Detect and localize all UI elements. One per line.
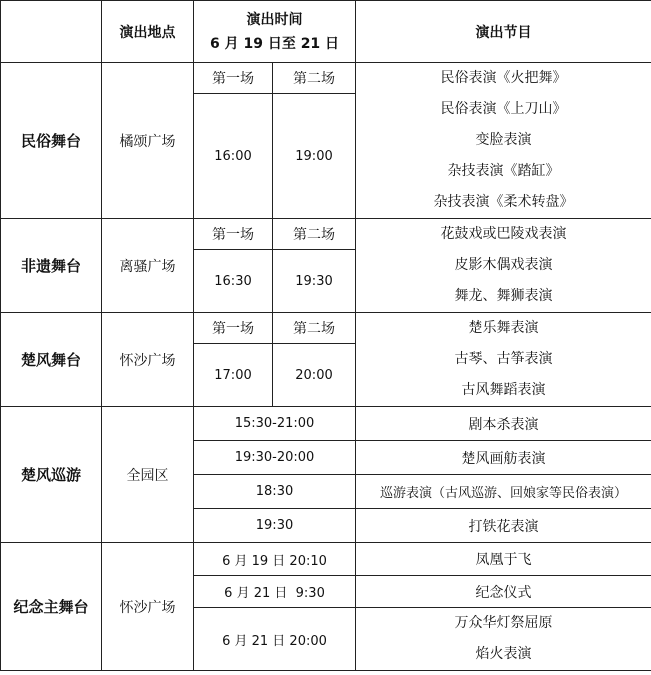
program-item: 杂技表演《柔术转盘》: [433, 194, 574, 210]
program-item: 舞龙、舞狮表演: [454, 288, 553, 304]
program-item: 万众华灯祭屈原: [454, 615, 553, 631]
second-session-label: 第二场: [273, 313, 356, 344]
second-session-time: 20:00: [273, 344, 356, 407]
stage-location: 全园区: [102, 407, 194, 543]
second-session-label: 第二场: [273, 63, 356, 94]
header-time: [194, 1, 356, 63]
stage-location: 怀沙广场: [102, 313, 194, 407]
program-item: 纪念仪式: [356, 576, 651, 608]
program-item: 变脸表演: [475, 132, 532, 148]
program-item: 打铁花表演: [356, 509, 651, 543]
header-blank-cell: [1, 1, 102, 63]
memorial-time: 6 月 21 日 9:30: [194, 576, 356, 608]
stage-location: 离骚广场: [102, 219, 194, 313]
memorial-time: 6 月 19 日 20:10: [194, 543, 356, 576]
program-item: 巡游表演（古风巡游、回娘家等民俗表演）: [356, 475, 651, 509]
header-time-range: 6 月 19 日至 21 日: [209, 35, 340, 52]
program-item: 焰火表演: [475, 646, 532, 662]
program-item: 楚风画舫表演: [356, 441, 651, 475]
stage-name: 楚风舞台: [1, 313, 102, 407]
second-session-time: 19:00: [273, 94, 356, 219]
second-session-label: 第二场: [273, 219, 356, 250]
tour-row: [1, 407, 651, 441]
stage-name: 楚风巡游: [1, 407, 102, 543]
program-item: 古琴、古筝表演: [454, 351, 553, 367]
second-session-time: 19:30: [273, 250, 356, 313]
program-list: [356, 219, 651, 313]
header-time-title: 演出时间: [246, 11, 303, 28]
first-session-time: 16:00: [194, 94, 273, 219]
tour-time: 19:30: [194, 509, 356, 543]
first-session-time: 17:00: [194, 344, 273, 407]
stage-name: 非遗舞台: [1, 219, 102, 313]
program-item: 皮影木偶戏表演: [454, 257, 553, 273]
stage-row-chu-sessions: [1, 313, 651, 344]
stage-row-folk-sessions: [1, 63, 651, 94]
program-item: 杂技表演《踏缸》: [447, 163, 560, 179]
program-item: 古风舞蹈表演: [461, 382, 546, 398]
program-item: 民俗表演《上刀山》: [440, 101, 567, 117]
header-location: 演出地点: [102, 1, 194, 63]
program-item: 凤凰于飞: [356, 543, 651, 576]
program-list: [356, 63, 651, 219]
header-program: 演出节目: [356, 1, 651, 63]
stage-location: 橘颂广场: [102, 63, 194, 219]
tour-time: 18:30: [194, 475, 356, 509]
memorial-time: 6 月 21 日 20:00: [194, 608, 356, 671]
program-item: 剧本杀表演: [356, 407, 651, 441]
program-item: 花鼓戏或巴陵戏表演: [440, 226, 567, 242]
first-session-label: 第一场: [194, 63, 273, 94]
memorial-row: [1, 543, 651, 576]
first-session-time: 16:30: [194, 250, 273, 313]
tour-time: 15:30-21:00: [194, 407, 356, 441]
tour-time: 19:30-20:00: [194, 441, 356, 475]
stage-location: 怀沙广场: [102, 543, 194, 671]
program-item: 楚乐舞表演: [468, 320, 539, 336]
header-row: [1, 1, 651, 63]
stage-name: 纪念主舞台: [1, 543, 102, 671]
first-session-label: 第一场: [194, 313, 273, 344]
program-list: [356, 608, 651, 671]
program-item: 民俗表演《火把舞》: [440, 70, 567, 86]
stage-row-heritage-sessions: [1, 219, 651, 250]
program-list: [356, 313, 651, 407]
stage-name: 民俗舞台: [1, 63, 102, 219]
first-session-label: 第一场: [194, 219, 273, 250]
